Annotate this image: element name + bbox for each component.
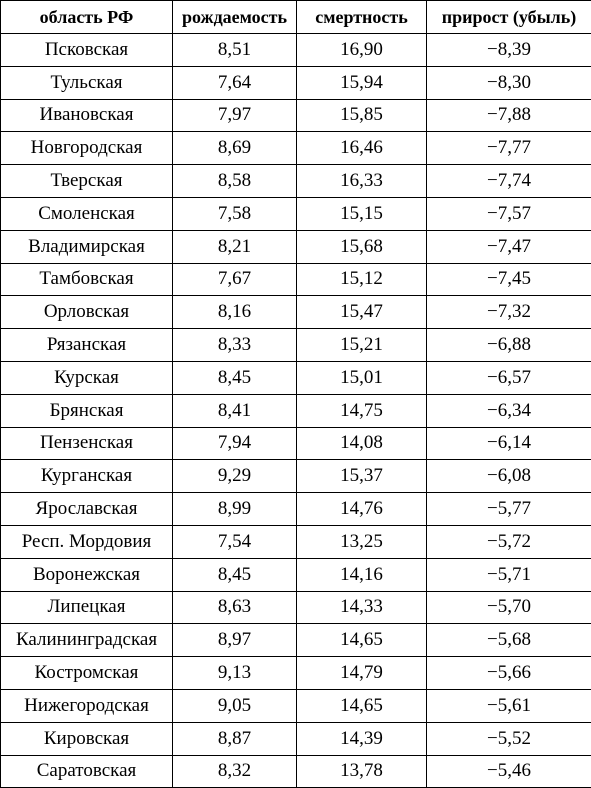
cell-birth-rate: 9,05 xyxy=(173,689,297,722)
table-row xyxy=(1,657,591,690)
cell-natural-growth: −6,08 xyxy=(427,460,591,493)
cell-region: Смоленская xyxy=(1,197,173,230)
cell-birth-rate: 8,69 xyxy=(173,132,297,165)
cell-natural-growth: −7,88 xyxy=(427,99,591,132)
cell-natural-growth: −8,30 xyxy=(427,66,591,99)
cell-natural-growth: −7,57 xyxy=(427,197,591,230)
cell-death-rate: 14,65 xyxy=(297,689,427,722)
cell-natural-growth: −8,39 xyxy=(427,34,591,67)
cell-death-rate: 14,16 xyxy=(297,558,427,591)
cell-birth-rate: 8,63 xyxy=(173,591,297,624)
table-row xyxy=(1,34,591,67)
cell-natural-growth: −7,32 xyxy=(427,296,591,329)
header-death-rate: смертность xyxy=(297,1,427,34)
cell-region: Костромская xyxy=(1,657,173,690)
table-row xyxy=(1,755,591,788)
cell-region: Саратовская xyxy=(1,755,173,788)
table-row xyxy=(1,361,591,394)
cell-death-rate: 14,33 xyxy=(297,591,427,624)
cell-region: Тверская xyxy=(1,165,173,198)
cell-region: Липецкая xyxy=(1,591,173,624)
cell-region: Владимирская xyxy=(1,230,173,263)
cell-natural-growth: −7,74 xyxy=(427,165,591,198)
cell-birth-rate: 8,45 xyxy=(173,361,297,394)
table-row xyxy=(1,394,591,427)
cell-region: Курганская xyxy=(1,460,173,493)
cell-region: Пензенская xyxy=(1,427,173,460)
table-row xyxy=(1,460,591,493)
cell-region: Рязанская xyxy=(1,329,173,362)
cell-death-rate: 15,15 xyxy=(297,197,427,230)
cell-birth-rate: 9,13 xyxy=(173,657,297,690)
table-row xyxy=(1,689,591,722)
table-row xyxy=(1,427,591,460)
cell-natural-growth: −6,57 xyxy=(427,361,591,394)
cell-death-rate: 14,79 xyxy=(297,657,427,690)
cell-birth-rate: 8,41 xyxy=(173,394,297,427)
cell-death-rate: 15,37 xyxy=(297,460,427,493)
table-row xyxy=(1,722,591,755)
cell-birth-rate: 8,45 xyxy=(173,558,297,591)
table-row xyxy=(1,197,591,230)
cell-natural-growth: −5,70 xyxy=(427,591,591,624)
cell-region: Новгородская xyxy=(1,132,173,165)
cell-natural-growth: −5,71 xyxy=(427,558,591,591)
cell-region: Ивановская xyxy=(1,99,173,132)
cell-region: Ярославская xyxy=(1,493,173,526)
cell-birth-rate: 9,29 xyxy=(173,460,297,493)
table-row xyxy=(1,263,591,296)
cell-natural-growth: −5,61 xyxy=(427,689,591,722)
cell-birth-rate: 8,16 xyxy=(173,296,297,329)
cell-natural-growth: −5,66 xyxy=(427,657,591,690)
table-row xyxy=(1,165,591,198)
cell-region: Тульская xyxy=(1,66,173,99)
cell-death-rate: 14,65 xyxy=(297,624,427,657)
cell-natural-growth: −6,34 xyxy=(427,394,591,427)
cell-natural-growth: −6,88 xyxy=(427,329,591,362)
table-row xyxy=(1,99,591,132)
cell-region: Нижегородская xyxy=(1,689,173,722)
table-row xyxy=(1,525,591,558)
cell-birth-rate: 7,97 xyxy=(173,99,297,132)
cell-birth-rate: 8,99 xyxy=(173,493,297,526)
cell-region: Тамбовская xyxy=(1,263,173,296)
table-row xyxy=(1,132,591,165)
cell-region: Воронежская xyxy=(1,558,173,591)
cell-death-rate: 13,78 xyxy=(297,755,427,788)
cell-death-rate: 15,01 xyxy=(297,361,427,394)
cell-birth-rate: 8,33 xyxy=(173,329,297,362)
cell-natural-growth: −7,47 xyxy=(427,230,591,263)
cell-natural-growth: −7,77 xyxy=(427,132,591,165)
cell-birth-rate: 7,58 xyxy=(173,197,297,230)
cell-birth-rate: 8,58 xyxy=(173,165,297,198)
table-row xyxy=(1,66,591,99)
cell-birth-rate: 7,94 xyxy=(173,427,297,460)
cell-death-rate: 15,12 xyxy=(297,263,427,296)
cell-natural-growth: −6,14 xyxy=(427,427,591,460)
table-body xyxy=(1,34,591,788)
cell-death-rate: 13,25 xyxy=(297,525,427,558)
cell-natural-growth: −5,72 xyxy=(427,525,591,558)
cell-region: Респ. Мордовия xyxy=(1,525,173,558)
cell-birth-rate: 7,54 xyxy=(173,525,297,558)
cell-death-rate: 14,76 xyxy=(297,493,427,526)
cell-birth-rate: 8,97 xyxy=(173,624,297,657)
header-row xyxy=(1,1,591,34)
cell-birth-rate: 7,64 xyxy=(173,66,297,99)
cell-death-rate: 14,39 xyxy=(297,722,427,755)
table-row xyxy=(1,230,591,263)
cell-birth-rate: 8,87 xyxy=(173,722,297,755)
cell-death-rate: 16,33 xyxy=(297,165,427,198)
cell-natural-growth: −5,68 xyxy=(427,624,591,657)
cell-natural-growth: −5,46 xyxy=(427,755,591,788)
cell-death-rate: 14,08 xyxy=(297,427,427,460)
table-row xyxy=(1,624,591,657)
cell-birth-rate: 8,32 xyxy=(173,755,297,788)
cell-death-rate: 15,47 xyxy=(297,296,427,329)
cell-region: Орловская xyxy=(1,296,173,329)
table-row xyxy=(1,591,591,624)
cell-death-rate: 15,21 xyxy=(297,329,427,362)
cell-region: Брянская xyxy=(1,394,173,427)
table-row xyxy=(1,558,591,591)
cell-death-rate: 15,94 xyxy=(297,66,427,99)
header-natural-growth: прирост (убыль) xyxy=(427,1,591,34)
header-region: область РФ xyxy=(1,1,173,34)
cell-birth-rate: 8,51 xyxy=(173,34,297,67)
table-row xyxy=(1,329,591,362)
cell-region: Курская xyxy=(1,361,173,394)
cell-region: Калининградская xyxy=(1,624,173,657)
cell-birth-rate: 8,21 xyxy=(173,230,297,263)
cell-death-rate: 14,75 xyxy=(297,394,427,427)
cell-natural-growth: −7,45 xyxy=(427,263,591,296)
cell-natural-growth: −5,52 xyxy=(427,722,591,755)
cell-death-rate: 16,46 xyxy=(297,132,427,165)
table-row xyxy=(1,493,591,526)
cell-death-rate: 15,68 xyxy=(297,230,427,263)
header-birth-rate: рождаемость xyxy=(173,1,297,34)
cell-death-rate: 15,85 xyxy=(297,99,427,132)
cell-region: Псковская xyxy=(1,34,173,67)
cell-birth-rate: 7,67 xyxy=(173,263,297,296)
cell-natural-growth: −5,77 xyxy=(427,493,591,526)
cell-death-rate: 16,90 xyxy=(297,34,427,67)
table-row xyxy=(1,296,591,329)
cell-region: Кировская xyxy=(1,722,173,755)
